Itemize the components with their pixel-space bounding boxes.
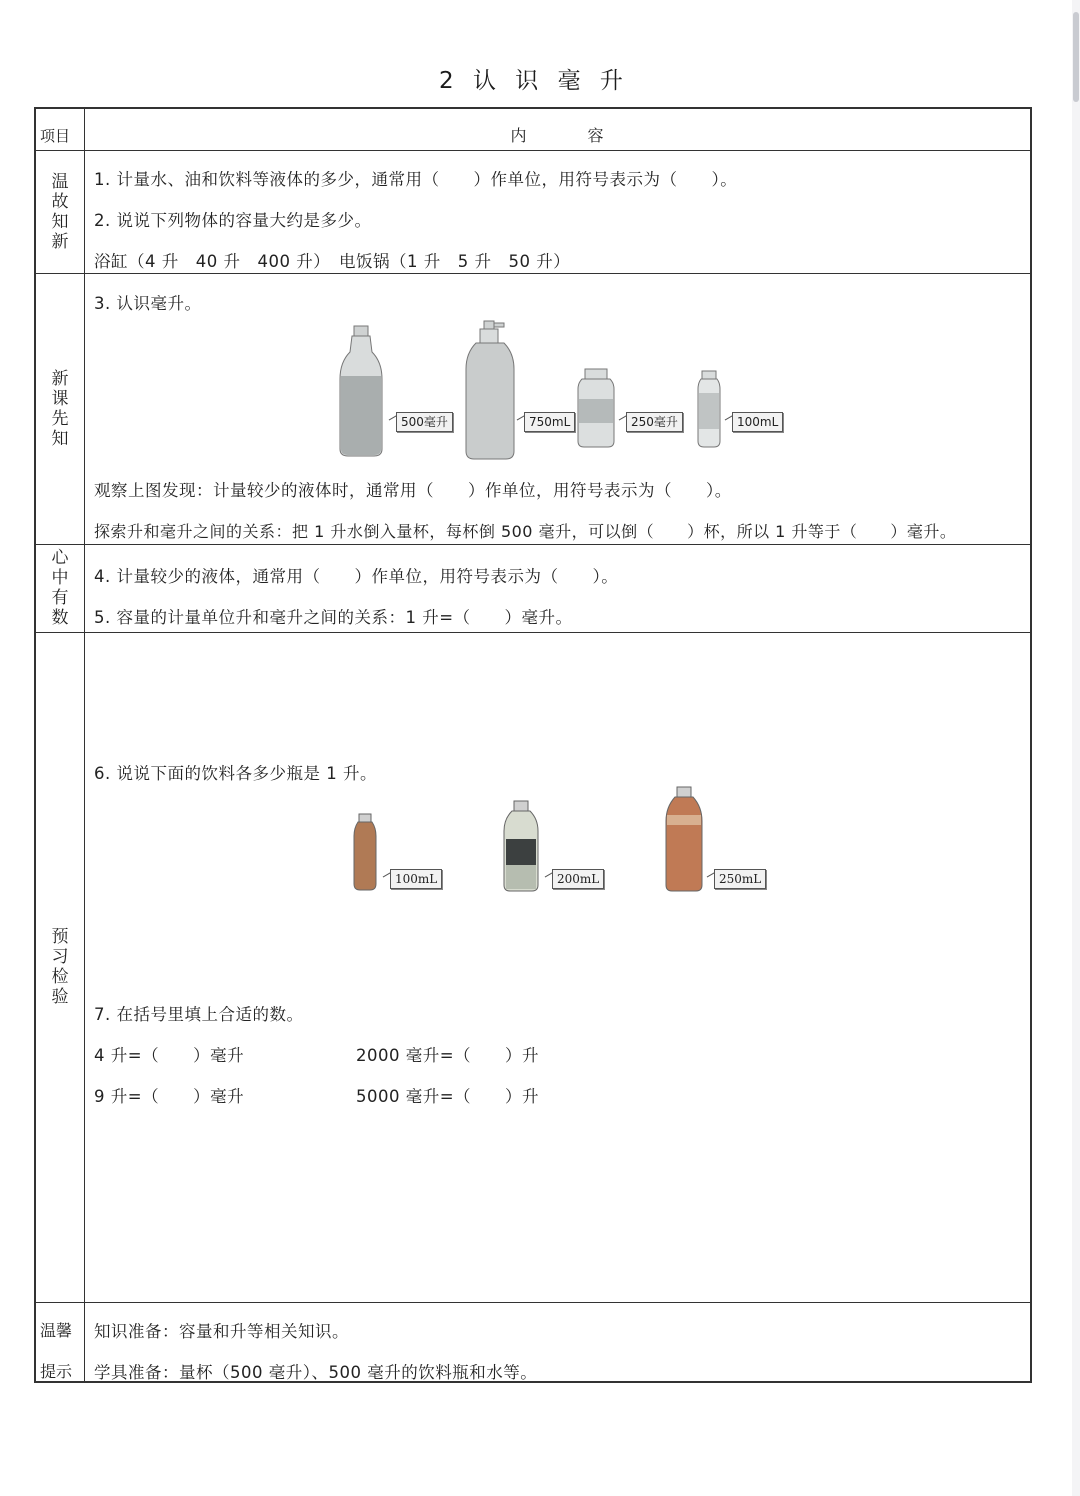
- drink-250ml-icon: [664, 785, 704, 893]
- bottle-750ml-icon: [462, 319, 518, 461]
- section-label-check: 预习检验: [51, 927, 69, 1007]
- row-divider: [36, 544, 1030, 545]
- review-line-1: 1. 计量水、油和饮料等液体的多少，通常用（ ）作单位，用符号表示为（ ）。: [94, 170, 738, 189]
- bottle-tag-3: 250毫升: [626, 412, 683, 432]
- review-line-2: 2. 说说下列物体的容量大约是多少。: [94, 211, 372, 230]
- worksheet-table: [34, 107, 1032, 1383]
- column-divider: [84, 109, 85, 1381]
- scrollbar[interactable]: [1072, 0, 1080, 1496]
- tips-line-1: 知识准备：容量和升等相关知识。: [94, 1322, 349, 1341]
- section-label-review: 温故知新: [51, 171, 69, 252]
- mind-line-5: 5. 容量的计量单位升和毫升之间的关系：1 升=（ ）毫升。: [94, 608, 573, 627]
- page-title: 2 认 识 毫 升: [439, 68, 629, 94]
- bottle-500ml-icon: [336, 324, 386, 459]
- drink-200ml-icon: [502, 799, 540, 893]
- question-6: 6. 说说下面的饮料各多少瓶是 1 升。: [94, 764, 377, 783]
- row-divider: [36, 150, 1030, 151]
- fill-2-right: 5000 毫升=（ ）升: [356, 1087, 540, 1106]
- header-content-b: 容: [587, 126, 604, 145]
- section-label-mind: 心中有数: [51, 548, 69, 628]
- question-7: 7. 在括号里填上合适的数。: [94, 1005, 304, 1024]
- scrollbar-thumb[interactable]: [1073, 12, 1079, 102]
- drink-100ml-icon: [352, 812, 378, 892]
- bottle-250ml-icon: [576, 367, 616, 449]
- mind-line-4: 4. 计量较少的液体，通常用（ ）作单位，用符号表示为（ ）。: [94, 567, 619, 586]
- section-label-preview: 新课先知: [51, 368, 69, 449]
- observe-line: 观察上图发现：计量较少的液体时，通常用（ ）作单位，用符号表示为（ ）。: [94, 481, 732, 500]
- row-divider: [36, 1302, 1030, 1303]
- header-project: 项目: [40, 127, 71, 145]
- header-content: [84, 123, 1030, 146]
- header-content-a: 内: [510, 126, 527, 145]
- row-divider: [36, 632, 1030, 633]
- bottle-tag-2: 750mL: [524, 412, 575, 432]
- tips-line-2: 学具准备：量杯（500 毫升）、500 毫升的饮料瓶和水等。: [94, 1363, 538, 1382]
- bottle-100ml-icon: [696, 369, 722, 449]
- fill-2-left: 9 升=（ ）毫升: [94, 1087, 245, 1106]
- bottle-tag-4: 100mL: [732, 412, 783, 432]
- question-3: 3. 认识毫升。: [94, 294, 202, 313]
- row-divider: [36, 273, 1030, 274]
- fill-1-left: 4 升=（ ）毫升: [94, 1046, 245, 1065]
- drink-tag-2: 200mL: [552, 869, 604, 889]
- drink-tag-1: 100mL: [390, 869, 442, 889]
- review-line-3: 浴缸（4 升 40 升 400 升） 电饭锅（1 升 5 升 50 升）: [94, 252, 571, 271]
- explore-line: 探索升和毫升之间的关系：把 1 升水倒入量杯，每杯倒 500 毫升，可以倒（ ）杯，所以 1 升等于（ ）毫升。: [94, 522, 957, 541]
- tips-label-1: 温馨: [40, 1321, 73, 1340]
- bottle-tag-1: 500毫升: [396, 412, 453, 432]
- drink-tag-3: 250mL: [714, 869, 766, 889]
- fill-1-right: 2000 毫升=（ ）升: [356, 1046, 540, 1065]
- tips-label-2: 提示: [40, 1362, 73, 1381]
